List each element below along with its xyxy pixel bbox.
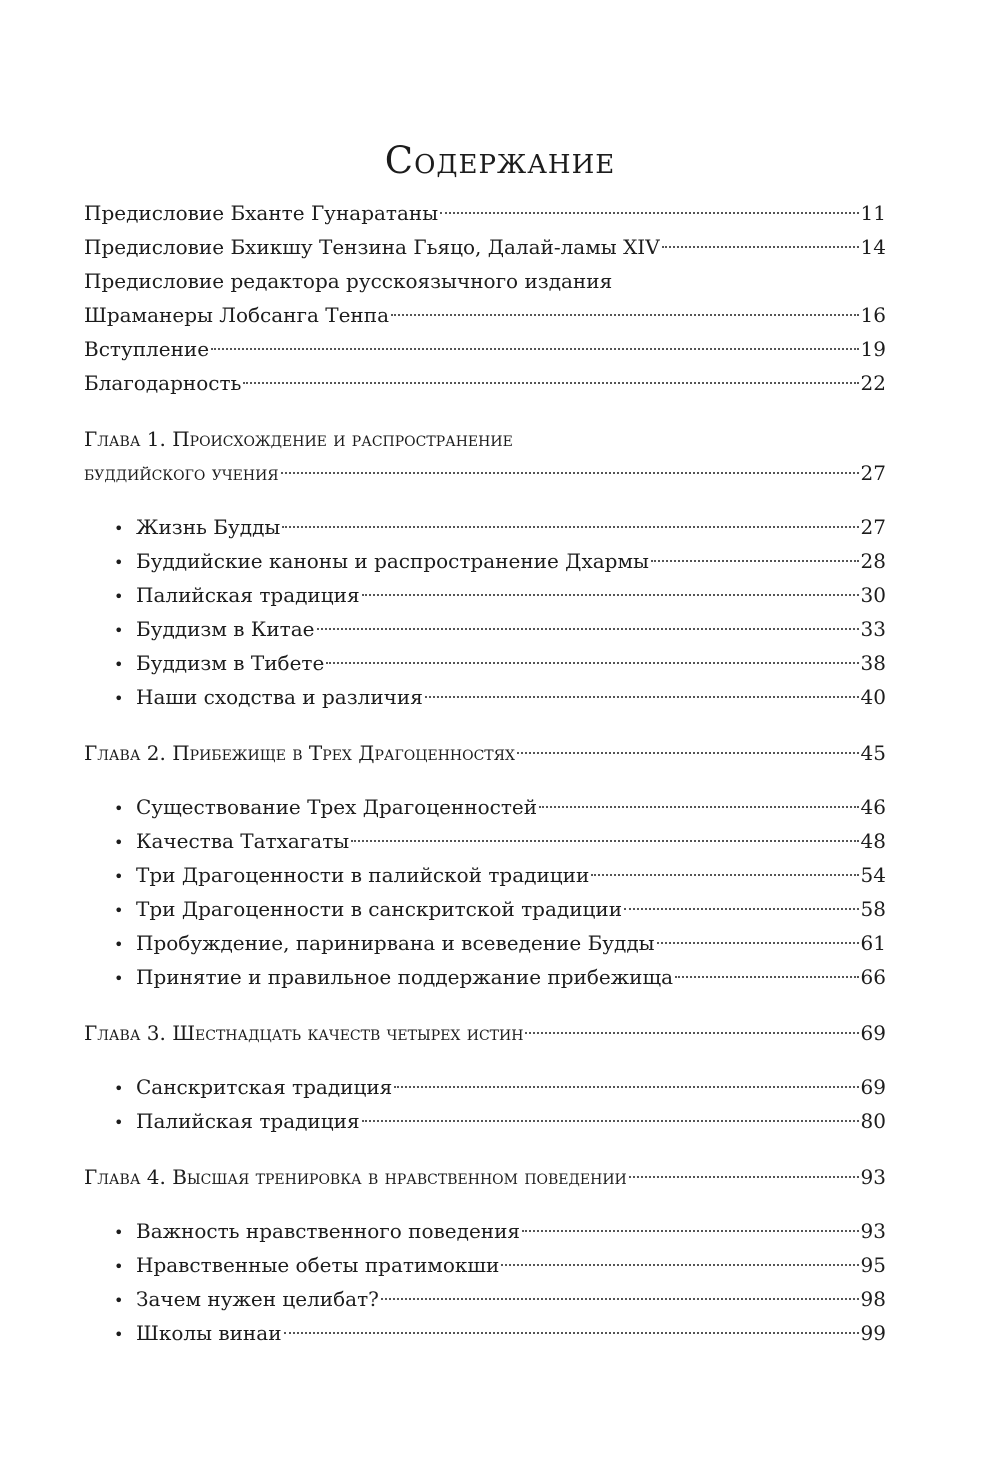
toc-section[interactable]: [84, 1316, 886, 1350]
toc-section-text: Санскритская традиция: [136, 1075, 393, 1099]
dot-leader: [591, 874, 858, 876]
toc-page-number: 54: [860, 863, 886, 887]
toc-page-number: 80: [860, 1109, 886, 1133]
toc-section-text: Наши сходства и различия: [136, 685, 423, 709]
toc-section-text: Качества Татхагаты: [136, 829, 350, 853]
dot-leader: [440, 212, 858, 214]
toc-page-number: 95: [860, 1253, 886, 1277]
toc-page-number: 11: [860, 201, 886, 225]
toc-page-number: 66: [860, 965, 886, 989]
dot-leader: [629, 1176, 859, 1178]
toc-section-text: Существование Трех Драгоценностей: [136, 795, 538, 819]
toc-page-number: 69: [860, 1075, 886, 1099]
dot-leader: [539, 806, 858, 808]
toc-page-number: 48: [860, 829, 886, 853]
dot-leader: [517, 752, 859, 754]
toc-page-number: 58: [860, 897, 886, 921]
dot-leader: [525, 1032, 858, 1034]
toc-chapter-2[interactable]: [84, 736, 886, 770]
toc-entry-text-line1: Предисловие редактора русскоязычного издания: [84, 269, 613, 293]
bullet: •: [114, 1223, 124, 1242]
toc-page-number: 40: [860, 685, 886, 709]
bullet: •: [114, 969, 124, 988]
dot-leader: [211, 348, 858, 350]
toc-entry-introduction[interactable]: [84, 332, 886, 366]
dot-leader: [281, 472, 859, 474]
dot-leader: [284, 1332, 859, 1334]
chapter-title: Глава 2. Прибежище в Трех Драгоценностях: [84, 741, 515, 765]
dot-leader: [501, 1264, 858, 1266]
bullet: •: [114, 621, 124, 640]
table-of-contents: [84, 196, 886, 1350]
dot-leader: [651, 560, 859, 562]
toc-entry-foreword-dalai-lama[interactable]: [84, 230, 886, 264]
toc-section[interactable]: [84, 790, 886, 824]
bullet: •: [114, 1079, 124, 1098]
dot-leader: [391, 314, 859, 316]
toc-page-number: 14: [860, 235, 886, 259]
dot-leader: [657, 942, 859, 944]
toc-page-number: 99: [860, 1321, 886, 1345]
dot-leader: [362, 594, 859, 596]
bullet: •: [114, 655, 124, 674]
toc-entry-text: Вступление: [84, 337, 210, 361]
toc-section[interactable]: [84, 824, 886, 858]
bullet: •: [114, 901, 124, 920]
dot-leader: [362, 1120, 859, 1122]
toc-section[interactable]: [84, 544, 886, 578]
bullet: •: [114, 519, 124, 538]
dot-leader: [522, 1230, 858, 1232]
toc-section[interactable]: [84, 578, 886, 612]
toc-section-text: Школы винаи: [136, 1321, 282, 1345]
toc-entry-acknowledgements[interactable]: [84, 366, 886, 400]
dot-leader: [282, 526, 858, 528]
chapter-title-line2: буддийского учения: [84, 461, 279, 485]
toc-section[interactable]: [84, 1104, 886, 1138]
toc-section[interactable]: [84, 1070, 886, 1104]
dot-leader: [425, 696, 859, 698]
dot-leader: [394, 1086, 858, 1088]
toc-page-number: 38: [860, 651, 886, 675]
dot-leader: [662, 246, 859, 248]
toc-chapter-3[interactable]: [84, 1016, 886, 1050]
chapter-title: Глава 3. Шестнадцать качеств четырех истин: [84, 1021, 524, 1045]
toc-page-number: 33: [860, 617, 886, 641]
toc-section[interactable]: [84, 510, 886, 544]
dot-leader: [317, 628, 859, 630]
bullet: •: [114, 553, 124, 572]
toc-section-text: Палийская традиция: [136, 583, 360, 607]
bullet: •: [114, 799, 124, 818]
toc-entry-text: Предисловие Бхикшу Тензина Гьяцо, Далай-ламы XIV: [84, 235, 660, 259]
bullet: •: [114, 1113, 124, 1132]
toc-entry-text: Благодарность: [84, 371, 242, 395]
toc-page-number: 93: [860, 1165, 886, 1189]
toc-entry-text-line2: Шраманеры Лобсанга Тенпа: [84, 303, 390, 327]
toc-chapter-1[interactable]: [84, 422, 886, 490]
bullet: •: [114, 867, 124, 886]
toc-page-number: 16: [860, 303, 886, 327]
toc-page-number: 27: [860, 515, 886, 539]
toc-page-number: 98: [860, 1287, 886, 1311]
bullet: •: [114, 1325, 124, 1344]
toc-entry-foreword-editor[interactable]: [84, 264, 886, 332]
toc-section[interactable]: [84, 858, 886, 892]
toc-page-number: 69: [860, 1021, 886, 1045]
chapter-title: Глава 4. Высшая тренировка в нравственном поведении: [84, 1165, 627, 1189]
toc-section[interactable]: [84, 1282, 886, 1316]
toc-entry-foreword-gunaratana[interactable]: [84, 196, 886, 230]
toc-section-text: Буддизм в Тибете: [136, 651, 325, 675]
toc-page-number: 27: [860, 461, 886, 485]
toc-chapter-4[interactable]: [84, 1160, 886, 1194]
page-title: Содержание: [384, 139, 616, 182]
bullet: •: [114, 689, 124, 708]
toc-page-number: 61: [860, 931, 886, 955]
toc-section[interactable]: [84, 646, 886, 680]
toc-entry-text: Предисловие Бханте Гунаратаны: [84, 201, 439, 225]
bullet: •: [114, 935, 124, 954]
toc-section-text: Пробуждение, паринирвана и всеведение Будды: [136, 931, 655, 955]
toc-section-text: Буддизм в Китае: [136, 617, 315, 641]
bullet: •: [114, 1257, 124, 1276]
toc-section-text: Три Драгоценности в санскритской традиции: [136, 897, 623, 921]
toc-page-number: 45: [860, 741, 886, 765]
toc-section-text: Важность нравственного поведения: [136, 1219, 521, 1243]
dot-leader: [326, 662, 858, 664]
toc-section-text: Жизнь Будды: [136, 515, 281, 539]
toc-section-text: Принятие и правильное поддержание прибежища: [136, 965, 674, 989]
toc-page-number: 22: [860, 371, 886, 395]
dot-leader: [243, 382, 858, 384]
dot-leader: [381, 1298, 859, 1300]
toc-section-text: Три Драгоценности в палийской традиции: [136, 863, 590, 887]
toc-section[interactable]: [84, 926, 886, 960]
toc-page-number: 93: [860, 1219, 886, 1243]
dot-leader: [675, 976, 859, 978]
toc-section[interactable]: [84, 892, 886, 926]
toc-page-number: 30: [860, 583, 886, 607]
toc-section[interactable]: [84, 1214, 886, 1248]
toc-section[interactable]: [84, 680, 886, 714]
toc-section[interactable]: [84, 612, 886, 646]
toc-section[interactable]: [84, 1248, 886, 1282]
toc-page-number: 28: [860, 549, 886, 573]
toc-section-text: Нравственные обеты пратимокши: [136, 1253, 500, 1277]
bullet: •: [114, 833, 124, 852]
toc-section[interactable]: [84, 960, 886, 994]
toc-section-text: Палийская традиция: [136, 1109, 360, 1133]
toc-section-text: Буддийские каноны и распространение Дхармы: [136, 549, 649, 573]
toc-page-number: 19: [860, 337, 886, 361]
dot-leader: [351, 840, 858, 842]
bullet: •: [114, 587, 124, 606]
toc-section-text: Зачем нужен целибат?: [136, 1287, 379, 1311]
dot-leader: [624, 908, 859, 910]
toc-page-number: 46: [860, 795, 886, 819]
chapter-title-line1: Глава 1. Происхождение и распространение: [84, 427, 513, 451]
bullet: •: [114, 1291, 124, 1310]
